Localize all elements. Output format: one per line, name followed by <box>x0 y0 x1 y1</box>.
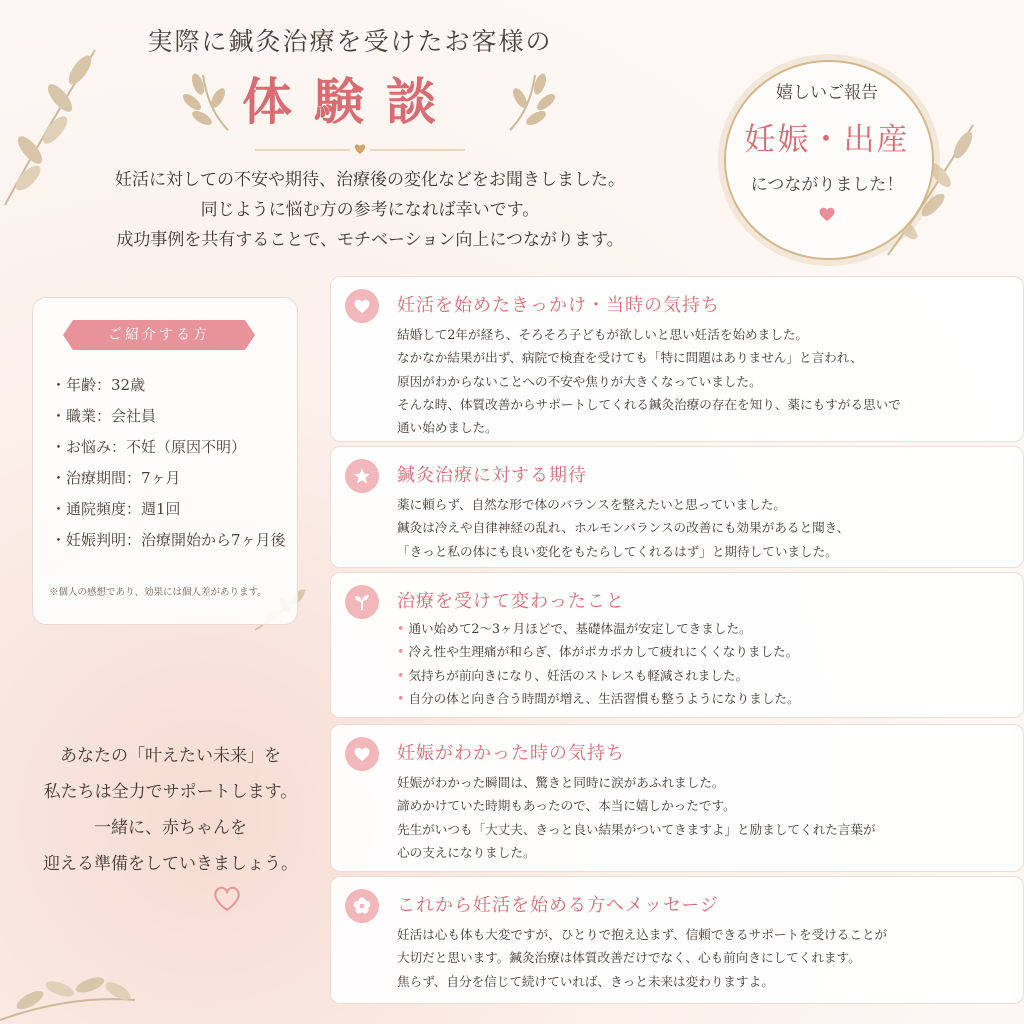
page-subtitle: 実際に鍼灸治療を受けたお客様の <box>147 27 553 56</box>
story-card-changes <box>330 572 1024 718</box>
card-body <box>397 771 876 864</box>
card-title: これから妊活を始める方へメッセージ <box>397 895 719 916</box>
card-title: 鍼灸治療に対する期待 <box>397 465 587 486</box>
badge-line-2: 妊娠・出産 <box>744 122 910 158</box>
card-line: 先生がいつも「大丈夫、きっと良い結果がついてきますよ」と励ましてくれた言葉が <box>397 821 876 837</box>
report-badge <box>710 52 950 262</box>
card-line: 妊活は心も体も大変ですが、ひとりで抱え込まず、信頼できるサポートを受けることが <box>397 927 888 942</box>
card-line: 結婚して2年が経ち、そろそろ子どもが欲しいと思い妊活を始めました。 <box>397 327 809 342</box>
profile-list <box>51 370 286 556</box>
card-title: 妊娠がわかった時の気持ち <box>397 743 625 764</box>
heart-icon <box>345 737 379 771</box>
profile-item: ・お悩み：不妊（原因不明） <box>51 438 247 456</box>
card-line: 大切だと思います。鍼灸治療は体質改善だけでなく、心も前向きにしてくれます。 <box>397 950 861 966</box>
card-body <box>397 323 901 439</box>
sprout-icon <box>345 585 379 619</box>
card-title: 治療を受けて変わったこと <box>397 591 625 612</box>
card-line: 焦らず、自分を信じて続けていれば、きっと未来は変わりますよ。 <box>397 973 774 989</box>
card-line: 心の支えになりました。 <box>397 844 536 860</box>
card-body <box>397 617 800 710</box>
star-icon <box>345 459 379 493</box>
card-line: 妊娠がわかった瞬間は、驚きと同時に涙があふれました。 <box>397 775 725 790</box>
card-line: 鍼灸は冷えや自律神経の乱れ、ホルモンバランスの改善にも効果があると聞き、 <box>397 520 850 536</box>
card-body <box>397 923 887 993</box>
card-line: そんな時、体質改善からサポートしてくれる鍼灸治療の存在を知り、薬にもすがる思いで <box>397 396 901 412</box>
profile-label: ご紹介する方 <box>73 320 245 350</box>
lead-text <box>40 165 700 255</box>
outline-heart-icon <box>212 884 242 916</box>
leaf-branch-bottom-left-icon <box>0 955 140 1024</box>
lead-line: 同じように悩む方の参考になれば幸いです。 <box>200 200 540 220</box>
closing-line: 私たちは全力でサポートします。 <box>43 782 298 802</box>
profile-item: ・妊娠判明：治療開始から7ヶ月後 <box>51 531 286 549</box>
card-line: 諦めかけていた時期もあったので、本当に嬉しかったです。 <box>397 798 736 814</box>
card-bullet: • 気持ちが前向きになり、妊活のストレスも軽減されました。 <box>397 664 800 687</box>
lead-line: 成功事例を共有することで、モチベーション向上につながります。 <box>116 230 624 250</box>
flower-icon <box>345 889 379 923</box>
card-line: 通い始めました。 <box>397 420 498 436</box>
card-line: なかなか結果が出ず、病院で検査を受けても「特に問題はありません」と言われ、 <box>397 350 863 366</box>
closing-line: 一緒に、赤ちゃんを <box>94 818 247 838</box>
profile-item: ・年齢：32歳 <box>51 376 146 394</box>
card-body <box>397 493 849 563</box>
card-bullet: • 自分の体と向き合う時間が増え、生活習慣も整うようになりました。 <box>397 687 800 710</box>
profile-item: ・職業：会社員 <box>51 407 157 425</box>
story-card-motivation <box>330 276 1024 442</box>
story-card-expectation <box>330 446 1024 568</box>
heart-icon <box>818 206 836 226</box>
card-line: 原因がわからないことへの不安や焦りが大きくなっていました。 <box>397 373 762 389</box>
profile-card <box>32 297 298 625</box>
title-divider-heart-icon <box>255 140 465 152</box>
profile-item: ・治療期間：7ヶ月 <box>51 469 181 487</box>
closing-line: 迎える準備をしていきましょう。 <box>43 854 298 874</box>
card-line: 薬に頼らず、自然な形で体のバランスを整えたいと思っていました。 <box>397 497 787 512</box>
disclaimer-note: ※個人の感想であり、効果には個人差があります。 <box>49 587 267 598</box>
card-bullet: • 通い始めて2〜3ヶ月ほどで、基礎体温が安定してきました。 <box>397 617 800 640</box>
story-card-message <box>330 876 1024 1004</box>
card-bullet: • 冷え性や生理痛が和らぎ、体がポカポカして疲れにくくなりました。 <box>397 640 800 663</box>
story-card-pregnancy <box>330 724 1024 872</box>
card-line: 「きっと私の体にも良い変化をもたらしてくれるはず」と期待していました。 <box>397 543 838 559</box>
closing-line: あなたの「叶えたい未来」を <box>60 746 281 766</box>
heart-icon <box>345 289 379 323</box>
page-title: 体験談 <box>242 72 458 131</box>
lead-line: 妊活に対しての不安や期待、治療後の変化などをお聞きしました。 <box>115 170 625 190</box>
badge-line-3: につながりました！ <box>750 175 904 195</box>
card-title: 妊活を始めたきっかけ・当時の気持ち <box>397 295 720 316</box>
badge-line-1: 嬉しいご報告 <box>776 83 878 103</box>
profile-item: ・通院頻度：週1回 <box>51 500 181 518</box>
closing-message <box>28 738 313 882</box>
